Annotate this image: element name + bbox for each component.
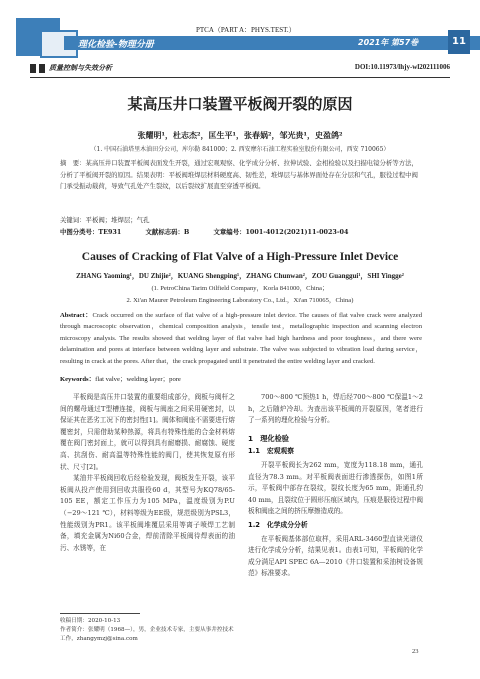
- subsection-heading: 1.1 宏观观察: [248, 447, 295, 456]
- page-number: 23: [412, 648, 419, 655]
- section-bar-icon: [30, 64, 36, 73]
- issue-number: 11: [448, 30, 470, 54]
- column-label: 质量控制与失效分析: [49, 64, 112, 72]
- footnote: [60, 617, 235, 644]
- keywords-en: [60, 373, 181, 383]
- authors-cn: 张耀明¹，杜志杰²，匡生平¹，张春娲²，邹光贵¹，史盈鸽²: [137, 130, 343, 140]
- abstract-en-text: Crack occurred on the surface of flat valve of a high-pressure inlet device. The causes of flat valve crack were analyzed through macroscopic observation，chemical composition analysis，tensile test，metallographic inspection and scanning electron microscopy analysis. The results showed that welding layer of flat valve had high hardness and poor toughness，and there were delamination and pores at interface between welding layer and substrate. The valve was subjected to vibration load during service，resulting in crack at the pores. After that，the crack propagated until it penetrated the entire welding layer and cracked.: [60, 312, 422, 365]
- classification-line: [60, 227, 422, 236]
- title-cn: 某高压井口装置平板阀开裂的原因: [127, 95, 353, 113]
- abstract-cn: 摘 要：某高压井口装置平板阀表面发生开裂，通过宏观观察、化学成分分析、拉伸试验、金相检验以及扫描电镜分析等方法，分析了平板阀开裂的原因。结果表明：平板阀堆焊层材料硬度高、韧性差，堆焊层与基体界面处存在分层和气孔，服役过程中阀门承受振动载荷，导致气孔处产生裂纹，以后裂纹扩展直至穿透平板阀。: [60, 159, 418, 190]
- affiliation-cn: （1. 中国石油塔里木油田分公司，库尔勒 841000；2. 西安摩尔石油工程实验室股份有限公司，西安 710065）: [90, 146, 390, 153]
- section-bar-icon: [39, 64, 45, 73]
- section-header: [30, 63, 450, 75]
- body-column-right: [248, 392, 423, 580]
- document-code: 文献标志码：B: [145, 228, 190, 236]
- body-paragraph: 某油井平板阀回收后经检验发现，阀板发生开裂，该平板阀从投产使用到回收共服役60 d，其型号为KQ78/65-105 EE，额定工作压力为105 MPa，温度级别为P.U（−29～121 ℃），材料等级为EE级，规范级别为PSL3，性能级别为PR1。该平板阀堆覆层采用等离子喷焊工艺制备，填充金属为Ni60合金，焊前清除平板阀待焊表面的油污、水锈等，在: [60, 474, 235, 552]
- section-heading: 1 理化检验: [248, 433, 289, 443]
- header-divider: [30, 77, 450, 78]
- affiliation-en-2: 2. Xi'an Maurer Petroleum Engineering Laboratory Co., Ltd.，Xi'an 710065，China): [126, 297, 354, 304]
- authors-en: ZHANG Yaoming¹，DU Zhijie²，KUANG Shengping¹，ZHANG Chunwan²，ZOU Guanggui¹，SHI Yingge²: [76, 272, 404, 280]
- keywords-en-label: Keywords：: [60, 376, 96, 383]
- received-date: 收稿日期：2020-10-13: [60, 618, 121, 624]
- body-paragraph: 开裂平板阀长为262 mm，宽度为118.18 mm，通孔直径为78.3 mm。对平板阀表面进行渗透探伤，如图1所示，平板阀中部存在裂纹，裂纹长度为65 mm，距通孔约40 mm，且裂纹位于圆形压痕区域内，压痕是服役过程中阀板和阀座之间的挤压摩擦造成的。: [248, 460, 423, 516]
- body-paragraph: 在平板阀基体部位取样，采用ARL-3460型直读光谱仪进行化学成分分析，结果见表1。由表1可知，平板阀的化学成分满足API SPEC 6A—2010《井口装置和采油树设备规范》标准要求。: [248, 534, 423, 578]
- volume-label: 2021年 第57卷: [358, 38, 419, 47]
- title-en: Causes of Cracking of Flat Valve of a High-Pressure Inlet Device: [81, 251, 399, 263]
- journal-header: [0, 0, 480, 70]
- keywords-en-text: flat valve；welding layer；pore: [95, 376, 181, 383]
- footnote-divider: [60, 613, 140, 614]
- affiliation-en-1: (1. PetroChina Tarim Oilfield Company，Korla 841000，China；: [151, 285, 329, 292]
- doi: DOI:10.11973/lhjy-wl202111006: [354, 63, 450, 71]
- body-column-left: [60, 392, 235, 554]
- column-banner: 理化检验-物理分册: [78, 40, 154, 50]
- keywords-cn: 关键词：平板阀；堆焊层；气孔: [60, 216, 150, 224]
- abstract-en: [60, 310, 422, 367]
- journal-name: PTCA（PART A：PHYS.TEST.）: [196, 26, 296, 34]
- author-bio: 作者简介：张耀明（1968—），男，企业技术专家，主要从事井控技术工作，zhangymzj@sina.com: [60, 627, 234, 642]
- clc-number: 中图分类号：TE931: [60, 228, 122, 236]
- body-paragraph: 700～800 ℃预热1 h，焊后经700～800 ℃保温1～2 h，之后随炉冷却。为查出该平板阀的开裂原因，笔者进行了一系列的理化检验与分析。: [248, 393, 423, 425]
- body-paragraph: 平板阀是高压井口装置的重要组成部分，阀板与阀杆之间的螺母通过T型槽连接，阀板与阀座之间采用硬密封，以保证其在恶劣工况下的密封性[1]。阀体和阀座不需要进行熔覆密封，只需借助某种热源，将具有特殊性能的合金材料熔覆在阀门密封面上，就可以得到具有耐磨损、耐腐蚀、硬度高、抗刮伤、耐高温等特殊性能的阀门，使其恢复原有形状、尺寸[2]。: [60, 393, 235, 471]
- article-number: 文章编号：1001-4012(2021)11-0023-04: [213, 228, 349, 236]
- subsection-heading: 1.2 化学成分分析: [248, 520, 308, 529]
- abstract-en-label: Abstract：: [60, 312, 93, 319]
